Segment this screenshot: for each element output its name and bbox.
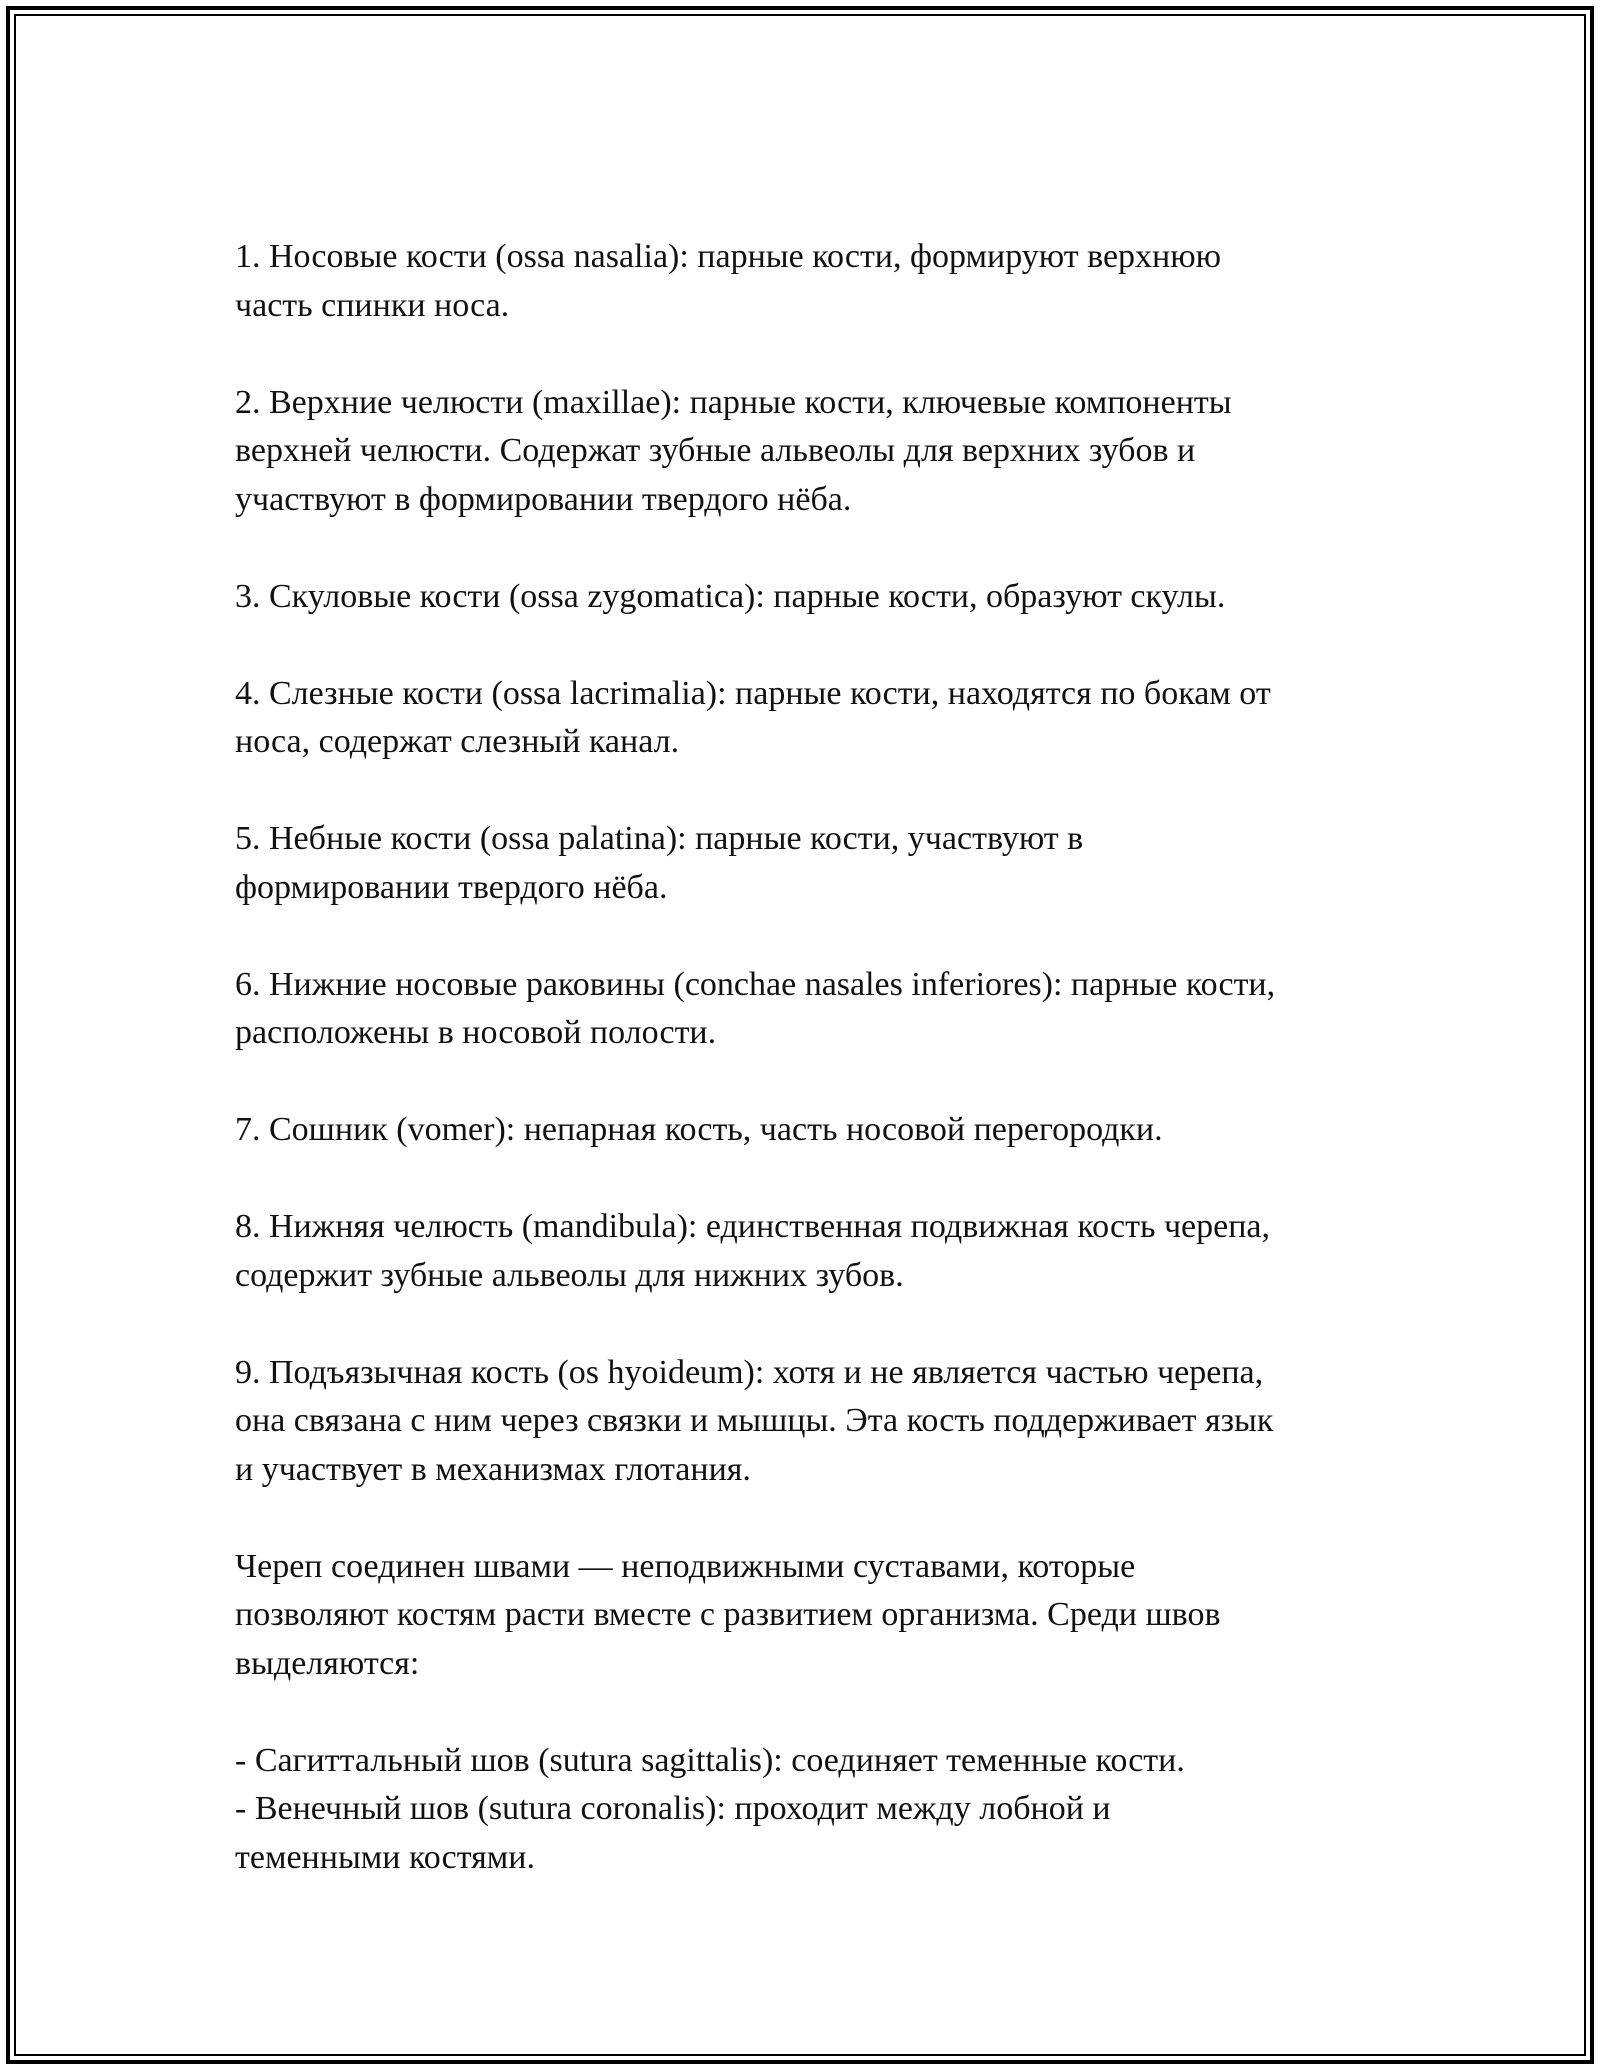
document-body [235,233,1385,1882]
paragraph-hyoid-bone [235,1349,1385,1495]
text-line: расположены в носовой полости. [235,1014,717,1051]
paragraph-lacrimal-bones [235,670,1385,767]
paragraph-sutures-intro [235,1543,1385,1689]
text-line: и участвует в механизмах глотания. [235,1450,751,1488]
list-item: - Сагиттальный шов (sutura sagittalis): соединяет теменные кости. [235,1741,1185,1779]
paragraph-nasal-bones [235,233,1385,330]
text-line: 1. Носовые кости (ossa nasalia): парные кости, формируют верхнюю [235,238,1222,275]
paragraph-maxillae [235,379,1385,525]
paragraph-mandible [235,1203,1385,1300]
text-line: 7. Сошник (vomer): непарная кость, часть носовой перегородки. [235,1111,1163,1148]
text-line: выделяются: [235,1644,420,1682]
text-line: участвуют в формировании твердого нёба. [235,480,852,518]
paragraph-inferior-conchae [235,961,1385,1058]
text-line: Череп соединен швами — неподвижными суставами, которые [235,1547,1136,1585]
text-line: 6. Нижние носовые раковины (conchae nasales inferiores): парные кости, [235,965,1276,1003]
text-line: содержит зубные альвеолы для нижних зубов. [235,1256,904,1294]
text-line: она связана с ним через связки и мышцы. Эта кость поддерживает язык [235,1402,1274,1439]
text-line: 2. Верхние челюсти (maxillae): парные кости, ключевые компоненты [235,383,1232,421]
text-line: позволяют костям расти вместе с развитием организма. Среди швов [235,1596,1221,1633]
text-line: 3. Скуловые кости (ossa zygomatica): парные кости, образуют скулы. [235,577,1226,615]
list-item: - Венечный шов (sutura coronalis): проходит между лобной и [235,1790,1111,1827]
text-line: 8. Нижняя челюсть (mandibula): единственная подвижная кость черепа, [235,1208,1271,1245]
text-line: 4. Слезные кости (ossa lacrimalia): парные кости, находятся по бокам от [235,674,1271,712]
text-line: носа, содержат слезный канал. [235,723,680,760]
text-line: 9. Подъязычная кость (os hyoideum): хотя и не является частью черепа, [235,1353,1264,1391]
text-line: часть спинки носа. [235,286,510,324]
sutures-list [235,1737,1385,1883]
text-line: верхней челюсти. Содержат зубные альвеолы для верхних зубов и [235,432,1196,469]
text-line: формировании твердого нёба. [235,868,668,906]
text-line: 5. Небные кости (ossa palatina): парные кости, участвуют в [235,820,1084,857]
paragraph-palatine-bones [235,815,1385,912]
paragraph-zygomatic-bones [235,573,1385,622]
list-item: теменными костями. [235,1838,535,1876]
paragraph-vomer [235,1106,1385,1155]
